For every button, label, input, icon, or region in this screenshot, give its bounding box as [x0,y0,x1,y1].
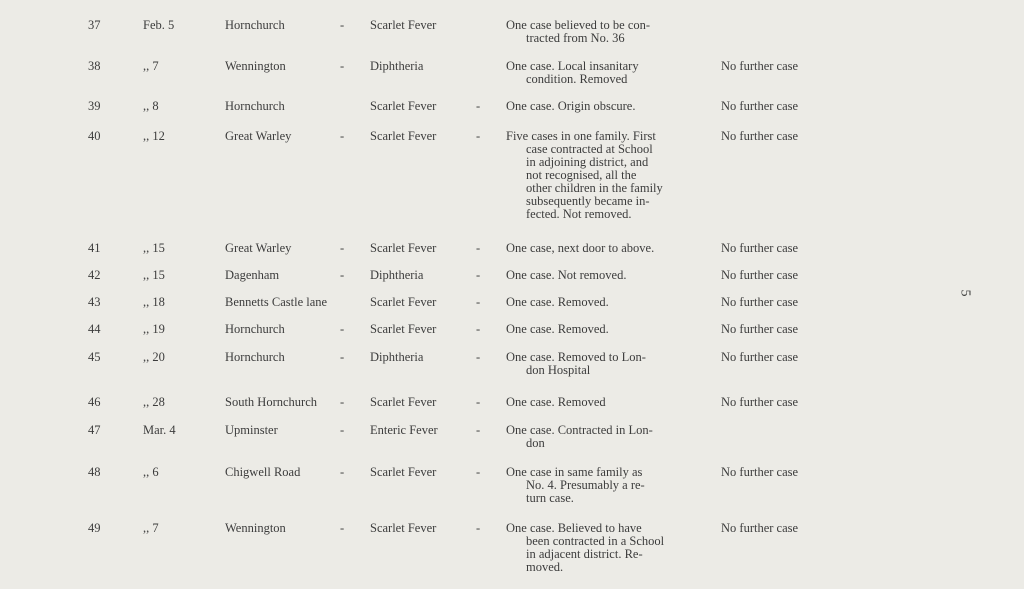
case-result: No further case [721,322,799,336]
remark-line: subsequently became in- [526,194,650,208]
remark-line: One case. Not removed. [506,268,627,282]
case-number: 43 [88,295,101,309]
case-date: Feb. 5 [143,18,175,32]
case-place: Hornchurch [225,322,285,336]
case-disease: Scarlet Fever [370,241,437,255]
remark-line: One case in same family as [506,465,643,479]
case-place: Wennington [225,59,286,73]
case-remark [506,19,706,45]
case-place: Chigwell Road [225,465,301,479]
remark-line: not recognised, all the [526,168,637,182]
remark-line: One case. Removed [506,395,606,409]
case-remark [506,100,706,113]
separator-dash: - [476,395,481,409]
remark-line: One case believed to be con- [506,18,651,32]
case-result: No further case [721,295,799,309]
separator-dash: - [476,322,481,336]
case-place: Dagenham [225,268,280,282]
case-number: 40 [88,129,101,143]
case-date: ,, 19 [143,322,165,336]
remark-line: One case. Removed to Lon- [506,350,646,364]
case-place: Bennetts Castle lane [225,295,328,309]
case-number: 41 [88,241,101,255]
case-date: ,, 28 [143,395,165,409]
case-date: ,, 15 [143,241,165,255]
case-number: 46 [88,395,101,409]
case-disease: Diphtheria [370,350,424,364]
case-date: ,, 7 [143,521,159,535]
separator-dash: - [476,521,481,535]
case-remark [506,130,706,221]
case-date: ,, 15 [143,268,165,282]
case-disease: Scarlet Fever [370,465,437,479]
separator-dash: - [340,521,345,535]
case-number: 42 [88,268,101,282]
remark-line: Five cases in one family. First [506,129,656,143]
case-disease: Scarlet Fever [370,295,437,309]
separator-dash: - [476,423,481,437]
case-result: No further case [721,59,799,73]
remark-line: turn case. [526,491,574,505]
case-disease: Scarlet Fever [370,129,437,143]
case-date: ,, 20 [143,350,165,364]
separator-dash: - [340,268,345,282]
case-place: Hornchurch [225,350,285,364]
remark-line: been contracted in a School [526,534,665,548]
separator-dash: - [476,268,481,282]
case-remark [506,424,706,450]
case-date: ,, 8 [143,99,159,113]
case-number: 49 [88,521,101,535]
case-result: No further case [721,268,799,282]
case-place: Wennington [225,521,286,535]
case-result: No further case [721,395,799,409]
remark-line: No. 4. Presumably a re- [526,478,645,492]
case-result: No further case [721,129,799,143]
case-place: Great Warley [225,129,292,143]
case-remark [506,269,706,282]
separator-dash: - [340,423,345,437]
case-disease: Diphtheria [370,59,424,73]
case-disease: Enteric Fever [370,423,438,437]
case-disease: Scarlet Fever [370,18,437,32]
separator-dash: - [340,241,345,255]
remark-line: case contracted at School [526,142,653,156]
case-result: No further case [721,241,799,255]
remark-line: other children in the family [526,181,663,195]
case-number: 39 [88,99,101,113]
case-disease: Diphtheria [370,268,424,282]
separator-dash: - [476,295,481,309]
separator-dash: - [340,395,345,409]
case-number: 44 [88,322,101,336]
separator-dash: - [340,322,345,336]
remark-line: in adjoining district, and [526,155,649,169]
case-disease: Scarlet Fever [370,395,437,409]
case-result: No further case [721,99,799,113]
remark-line: One case. Contracted in Lon- [506,423,653,437]
remark-line: One case. Removed. [506,295,609,309]
case-remark [506,351,706,377]
case-date: ,, 6 [143,465,159,479]
separator-dash: - [340,129,345,143]
case-result: No further case [721,350,799,364]
case-place: Great Warley [225,241,292,255]
remark-line: don [526,436,545,450]
case-date: ,, 7 [143,59,159,73]
case-number: 47 [88,423,101,437]
case-disease: Scarlet Fever [370,521,437,535]
case-disease: Scarlet Fever [370,99,437,113]
separator-dash: - [340,18,345,32]
case-remark [506,296,706,309]
case-remark [506,323,706,336]
case-number: 38 [88,59,101,73]
separator-dash: - [476,350,481,364]
separator-dash: - [476,99,481,113]
case-remark [506,60,706,86]
page-number: 5 [957,289,973,297]
separator-dash: - [476,465,481,479]
remark-line: in adjacent district. Re- [526,547,643,561]
separator-dash: - [476,241,481,255]
case-place: South Hornchurch [225,395,317,409]
case-date: ,, 18 [143,295,165,309]
case-remark [506,396,706,409]
case-remark [506,242,706,255]
case-remark [506,466,706,505]
remark-line: don Hospital [526,363,591,377]
separator-dash: - [476,129,481,143]
case-number: 48 [88,465,101,479]
remark-line: One case. Origin obscure. [506,99,636,113]
remark-line: tracted from No. 36 [526,31,625,45]
case-place: Hornchurch [225,99,285,113]
remark-line: moved. [526,560,564,574]
case-place: Hornchurch [225,18,285,32]
case-number: 37 [88,18,101,32]
case-result: No further case [721,521,799,535]
remark-line: One case. Local insanitary [506,59,639,73]
separator-dash: - [340,59,345,73]
remark-line: One case. Removed. [506,322,609,336]
case-result: No further case [721,465,799,479]
case-date: Mar. 4 [143,423,176,437]
separator-dash: - [340,350,345,364]
case-number: 45 [88,350,101,364]
remark-line: One case. Believed to have [506,521,642,535]
case-disease: Scarlet Fever [370,322,437,336]
case-remark [506,522,706,574]
case-place: Upminster [225,423,278,437]
remark-line: fected. Not removed. [526,207,632,221]
case-date: ,, 12 [143,129,165,143]
remark-line: condition. Removed [526,72,628,86]
separator-dash: - [340,465,345,479]
remark-line: One case, next door to above. [506,241,655,255]
